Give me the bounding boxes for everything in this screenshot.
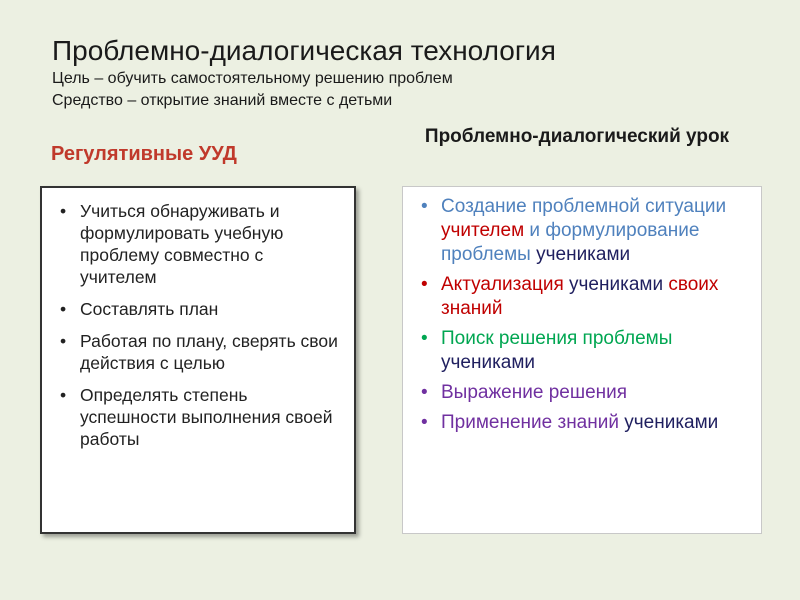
- slide-header: [52, 34, 556, 112]
- lesson-steps-list: [403, 187, 761, 435]
- bullet-icon: •: [421, 382, 428, 403]
- bullet-icon: •: [60, 201, 67, 221]
- list-item-segment: учениками: [536, 244, 631, 265]
- list-item-segment: учителем: [441, 220, 525, 241]
- list-item-segment: учениками: [569, 274, 664, 295]
- list-item: [58, 330, 344, 374]
- lesson-steps-panel: [402, 186, 762, 534]
- list-item: [419, 195, 751, 267]
- list-item: [419, 327, 751, 375]
- list-item-segment: и формулирование проблемы: [441, 220, 700, 265]
- bullet-icon: •: [421, 328, 428, 349]
- goal-line: Цель – обучить самостоятельному решению проблем: [52, 70, 453, 87]
- list-item-text: Работая по плану, сверять свои действия с целью: [80, 331, 338, 373]
- list-item-text: Учиться обнаруживать и формулировать учебную проблему совместно с учителем: [80, 201, 284, 287]
- list-item-segment: Поиск решения проблемы: [441, 328, 673, 349]
- list-item-text: Определять степень успешности выполнения своей работы: [80, 385, 333, 449]
- list-item: [419, 381, 751, 405]
- list-item: [58, 200, 344, 288]
- bullet-icon: •: [60, 385, 67, 405]
- list-item-segment: Актуализация: [441, 274, 570, 295]
- list-item-segment: учениками: [624, 412, 719, 433]
- bullet-icon: •: [421, 274, 428, 295]
- list-item-segment: своих знаний: [441, 274, 719, 319]
- list-item: [58, 384, 344, 450]
- bullet-icon: •: [60, 331, 67, 351]
- list-item: [58, 298, 344, 320]
- slide-title: Проблемно-диалогическая технология: [52, 35, 556, 66]
- list-item-text: Составлять план: [80, 299, 219, 319]
- bullet-icon: •: [421, 196, 428, 217]
- list-item-segment: Выражение решения: [441, 382, 628, 403]
- regulative-uud-panel: [40, 186, 356, 534]
- right-column-heading: Проблемно-диалогический урок: [424, 126, 730, 147]
- list-item-segment: учениками: [441, 352, 536, 373]
- means-line: Средство – открытие знаний вместе с детьми: [52, 92, 393, 109]
- bullet-icon: •: [421, 412, 428, 433]
- bullet-icon: •: [60, 299, 67, 319]
- list-item: [419, 273, 751, 321]
- list-item-segment: Применение знаний: [441, 412, 625, 433]
- left-column-heading: Регулятивные УУД: [51, 143, 237, 165]
- regulative-uud-list: [42, 188, 354, 450]
- list-item-segment: Создание проблемной ситуации: [441, 196, 727, 217]
- list-item: [419, 411, 751, 435]
